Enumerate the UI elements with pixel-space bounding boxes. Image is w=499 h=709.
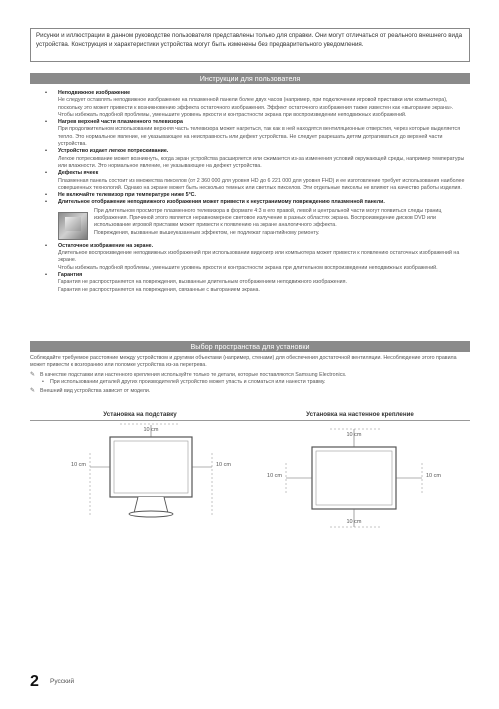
item-text: Гарантия не распространяется на повреждения, связанные с выгоранием экрана.: [58, 286, 260, 293]
section-title-installation: Выбор пространства для установки: [30, 341, 470, 352]
item-text: Легкое потрескивание может возникнуть, когда экран устройства расширяется или сжимается из-за изменения условий окружающей среды, например температуры или влажности. Это нормальное явление, не указывающее на дефект устройства.: [58, 155, 465, 169]
note-sub-text: При использовании деталей других производителей устройство может упасть и сломаться или нанести травму.: [50, 378, 326, 385]
installation-columns-header: [30, 411, 470, 421]
wall-bottom-distance: 10 cm: [346, 519, 362, 525]
item-title: Устройство издает легкое потрескивание.: [58, 148, 169, 155]
note-sub-item: [30, 379, 470, 386]
clearance-diagram-svg: [30, 423, 470, 535]
bullet-icon: •: [45, 271, 48, 278]
wall-top-distance: 10 cm: [346, 432, 362, 438]
tv-illustration: [58, 212, 88, 240]
section-title-user-guide: Инструкции для пользователя: [30, 73, 470, 84]
installation-section: [30, 355, 470, 395]
page-number: 2: [30, 673, 39, 690]
note-text: Внешний вид устройства зависит от модели.: [40, 388, 151, 395]
clearance-diagram: [30, 423, 470, 535]
list-item: [30, 199, 470, 206]
wall-left-distance: 10 cm: [267, 473, 282, 479]
bullet-icon: •: [45, 90, 48, 96]
item-text: Не следует оставлять неподвижное изображение на плазменной панели более двух часов (например, при подключении игровой приставки или компьютера), поскольку это может привести к возникновению эффекта остаточного изображения. Эффект остаточного изображения также известен как «выгорание экрана». Чтобы избежать подобной проблемы, уменьшите уровень яркости и контрастности экрана при воспроизведении неподвижных изображений.: [58, 97, 454, 118]
bullet-icon: •: [45, 242, 48, 249]
stand-left-distance: 10 cm: [71, 462, 86, 468]
bullet-icon: •: [45, 119, 48, 126]
installation-intro: Соблюдайте требуемое расстояние между устройством и другими объектами (например, стенами) для обеспечения достаточной вентиляции. Несоблюдение этого правила может привести к возгоранию или поломке устройства из-за перегрева.: [30, 355, 457, 369]
item-text: При продолжительном использовании верхняя часть телевизора может нагреться, так как в ней находятся вентиляционные отверстия, через которые выделяется тепло. Это нормальное явление, не указывающее на неисправность или дефект устройства. Не следует разрешать детям дотрагиваться до верхней части устройства.: [58, 126, 461, 148]
bullet-icon: •: [45, 148, 48, 155]
user-guide-section: [30, 90, 470, 294]
long-still-paragraph: [94, 208, 470, 240]
column-stand-title: Установка на подставку: [103, 411, 177, 418]
item-text: Гарантия не распространяется на повреждения, вызванные длительным отображением неподвижного изображения.: [58, 279, 347, 286]
bullet-icon: •: [45, 199, 48, 206]
note-pencil-icon: ✎: [30, 387, 36, 395]
stand-top-distance: 10 cm: [143, 427, 159, 433]
item-text: Длительное воспроизведение неподвижных изображений при использовании видеоигр или компьютера может привести к появлению остаточных изображений на экране.: [58, 250, 460, 264]
note-item: [30, 388, 470, 395]
list-item: [30, 272, 470, 294]
bullet-icon: •: [45, 170, 48, 177]
list-item: [30, 90, 470, 119]
note-pencil-icon: ✎: [30, 370, 36, 378]
long-still-text: При длительном просмотре плазменного телевизора в формате 4:3 в его правой, левой и центральной части могут появиться следы границ изображения. Причиной этого является неравномерное световое излучение в разных областях экрана. Воспроизведение дисков DVD или использование игровой приставки может привести к появлению на экране аналогичного эффекта.: [94, 207, 442, 229]
note-item: [30, 372, 470, 379]
item-title: Длительное отображение неподвижного изображения может привести к неустранимому повреждению плазменной панели.: [58, 199, 385, 206]
note-text: В качестве подставки или настенного крепления используйте только те детали, которые поставляются Samsung Electronics.: [40, 371, 347, 378]
list-item: [30, 243, 470, 272]
footer-language: Русский: [50, 678, 75, 685]
item-text: Плазменная панель состоит из множества пикселов (от 2 360 000 для уровня HD до 6 221 000 для уровня FHD) и ее изготовление требует использования наиболее совершенных технологий. Однако на экране может быть несколько темных или светлых пикселов. Эти отдельные пикселы не влияют на качество работы изделия.: [58, 177, 465, 191]
stand-tv-drawing: [90, 424, 212, 517]
wall-right-distance: 10 cm: [426, 473, 441, 479]
long-still-detail: [58, 208, 470, 240]
disclaimer-box: Рисунки и иллюстрации в данном руководстве пользователя представлены только для справки. Они могут отличаться от реального внешнего вида устройства. Конструкция и характеристики устройства могут быть изменены без предварительного уведомления.: [30, 28, 470, 62]
long-still-warranty: Повреждения, вызванные вышеуказанным эффектом, не подлежат гарантийному ремонту.: [94, 229, 320, 236]
item-text: Чтобы избежать подобной проблемы, уменьшите уровень яркости и контрастности экрана при длительном воспроизведении неподвижных изображений.: [58, 264, 438, 271]
item-title: Нагрев верхней части плазменного телевизора: [58, 119, 183, 126]
item-title: Гарантия: [58, 271, 83, 278]
bullet-icon: •: [45, 192, 48, 199]
column-wall-title: Установка на настенное крепление: [306, 411, 414, 418]
list-item: [30, 119, 470, 148]
bullet-icon: •: [42, 378, 44, 385]
list-item: [30, 148, 470, 170]
list-item: [30, 170, 470, 192]
item-title: Неподвижное изображение: [58, 90, 131, 96]
item-title: Остаточное изображение на экране.: [58, 242, 154, 249]
item-title: Не включайте телевизор при температуре ниже 5°C.: [58, 192, 196, 199]
wall-tv-drawing: [286, 429, 422, 527]
stand-right-distance: 10 cm: [216, 462, 231, 468]
item-title: Дефекты ячеек: [58, 170, 99, 177]
